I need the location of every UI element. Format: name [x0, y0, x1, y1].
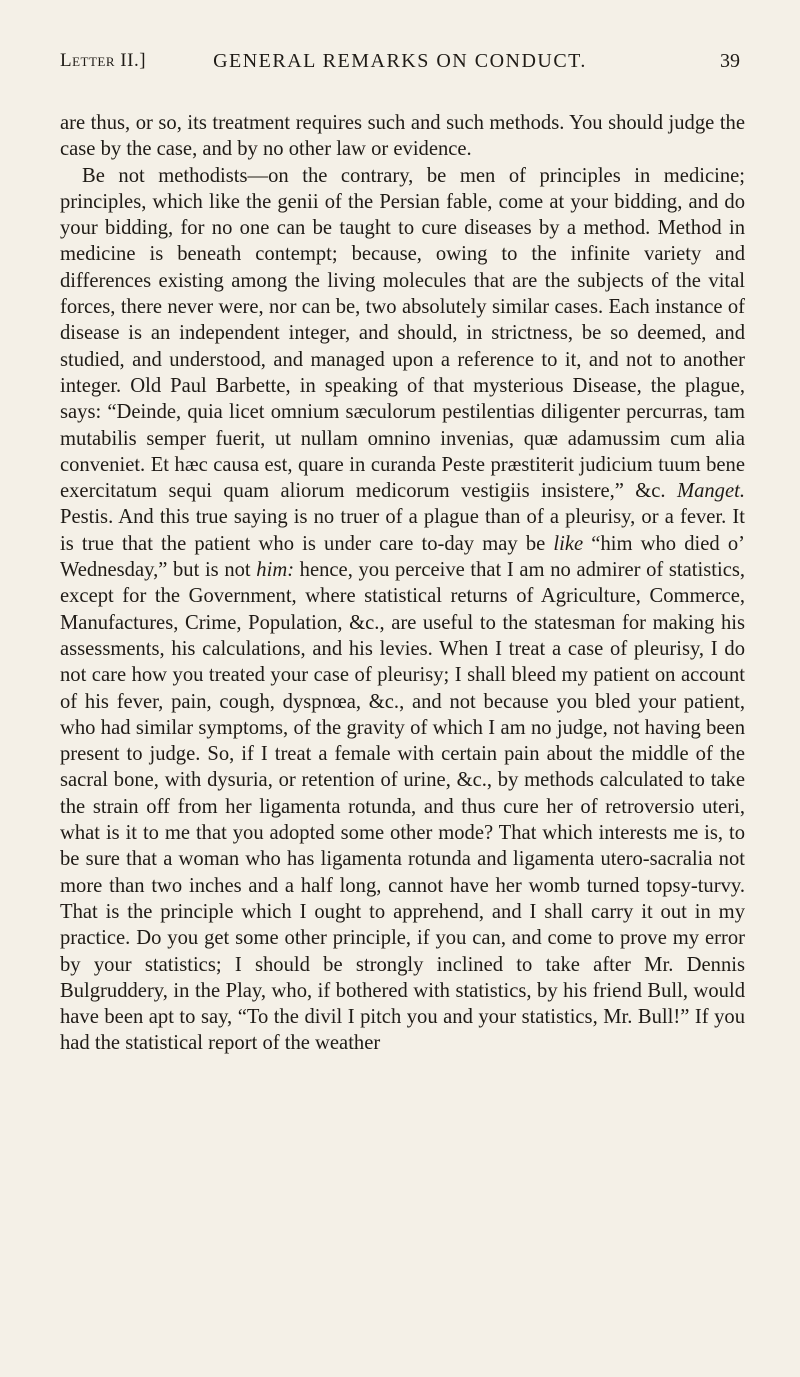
text-segment: Be not methodists—on the contrary, be men of principles in medicine; principles, which like the genii of the Persian fable, come at your bidding, and do your bidding, for no one can be taught to cure diseases by a method. Method in medicine is beneath contempt; because, owing to the infinite variety and differences existing among the living molecules that are the subjects of the vital forces, there never were, nor can be, two absolutely similar cases. Each instance of disease is an independent integer, and should, in strictness, be so deemed, and studied, and understood, and managed upon a reference to it, and not to another integer. Old Paul Barbette, in speaking of that mysterious Disease, the plague, says: “Deinde, quia licet omnium sæculorum pestilentias diligenter percurras, tam mutabilis semper fuerit, ut nullam omnino invenias, quæ adamussim cum alia conveniet. Et hæc causa est, quare in curanda Peste præstiterit judicium tuum bene exercitatum sequi quam aliorum medicorum vestigiis insistere,” &c. — [60, 164, 745, 503]
text-segment: “him who died o’ Wednesday,” but is not — [60, 532, 745, 582]
body-text — [60, 110, 745, 1057]
running-head-letter: Letter II.] — [60, 50, 147, 71]
italic-word-like: like — [553, 532, 584, 555]
paragraph-methodists — [60, 163, 745, 1057]
text-segment: Pestis. And this true saying is no truer of a plague than of a pleurisy, or a fever. It is true that the patient who is under care to-day may be — [60, 506, 745, 555]
running-head — [60, 50, 740, 80]
text-segment: hence, you perceive that I am no admirer of statistics, except for the Government, where statistical returns of Agriculture, Commerce, Manufactures, Crime, Population, &c., are useful to the statesman for making his assessments, his calculations, and his levies. When I treat a case of pleurisy, I do not care how you treated your case of pleurisy; I shall bleed my patient on account of his fever, pain, cough, dyspnœa, &c., and not because you bled your patient, who had similar symptoms, of the gravity of which I am no judge, not having been present to judge. So, if I treat a female with certain pain about the middle of the sacral bone, with dysuria, or retention of urine, &c., by methods calculated to take the strain off from her ligamenta rotunda, and thus cure her of retroversio uteri, what is it to me that you adopted some other mode? That which interests me is, to be sure that a woman who has ligamenta rotunda and ligamenta utero-sacralia not more than two inches and a half long, cannot have her womb turned topsy-turvy. That is the principle which I ought to apprehend, and I shall carry it out in my practice. Do you get some other principle, if you can, and come to prove my error by your statistics; I should be strongly inclined to take after Mr. Dennis Bulgruddery, in the Play, who, if bothered with statistics, by his friend Bull, would have been apt to say, “To the divil I pitch you and your statistics, Mr. Bull!” If you had the statistical report of the weather — [60, 559, 745, 1055]
page-number: 39 — [720, 50, 740, 72]
italic-citation-manget: Manget. — [676, 480, 745, 503]
italic-word-him: him: — [256, 559, 295, 582]
running-head-title: GENERAL REMARKS ON CONDUCT. — [213, 50, 587, 72]
paragraph-continuation — [60, 110, 745, 163]
text-segment: are thus, or so, its treatment requires such and such methods. You should judge the case by the case, and by no other law or evidence. — [60, 112, 745, 161]
